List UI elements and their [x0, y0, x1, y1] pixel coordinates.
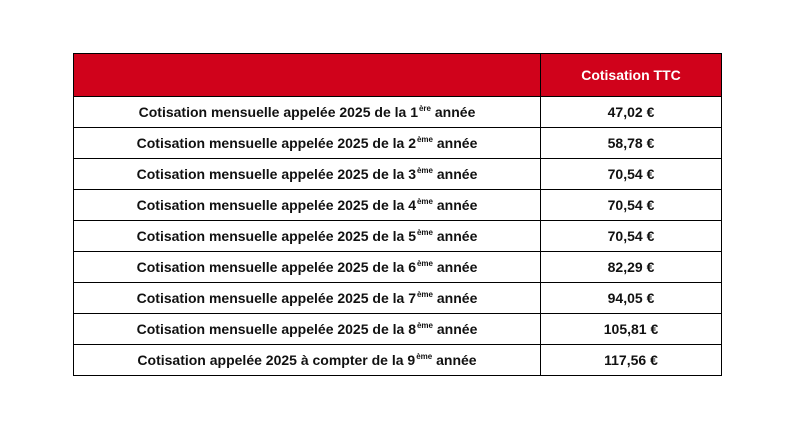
table-row [74, 128, 722, 159]
row-label: Cotisation mensuelle appelée 2025 de la 3ème année [74, 159, 541, 190]
table-row [74, 159, 722, 190]
row-value: 70,54 € [541, 190, 722, 221]
row-value: 117,56 € [541, 345, 722, 376]
table-header-row [74, 54, 722, 97]
table-row [74, 283, 722, 314]
header-value-cell: Cotisation TTC [541, 54, 722, 97]
row-value: 70,54 € [541, 221, 722, 252]
table-row [74, 221, 722, 252]
table-row [74, 97, 722, 128]
row-value: 94,05 € [541, 283, 722, 314]
table-row [74, 345, 722, 376]
row-label: Cotisation mensuelle appelée 2025 de la 8ème année [74, 314, 541, 345]
row-value: 47,02 € [541, 97, 722, 128]
table-row [74, 314, 722, 345]
row-label: Cotisation mensuelle appelée 2025 de la 6ème année [74, 252, 541, 283]
cotisation-table [73, 53, 722, 376]
row-value: 58,78 € [541, 128, 722, 159]
row-value: 105,81 € [541, 314, 722, 345]
table-row [74, 190, 722, 221]
row-value: 82,29 € [541, 252, 722, 283]
row-label: Cotisation appelée 2025 à compter de la 9ème année [74, 345, 541, 376]
table-row [74, 252, 722, 283]
row-label: Cotisation mensuelle appelée 2025 de la 2ème année [74, 128, 541, 159]
row-value: 70,54 € [541, 159, 722, 190]
row-label: Cotisation mensuelle appelée 2025 de la 7ème année [74, 283, 541, 314]
row-label: Cotisation mensuelle appelée 2025 de la 1ère année [74, 97, 541, 128]
row-label: Cotisation mensuelle appelée 2025 de la 5ème année [74, 221, 541, 252]
header-label-cell [74, 54, 541, 97]
row-label: Cotisation mensuelle appelée 2025 de la 4ème année [74, 190, 541, 221]
